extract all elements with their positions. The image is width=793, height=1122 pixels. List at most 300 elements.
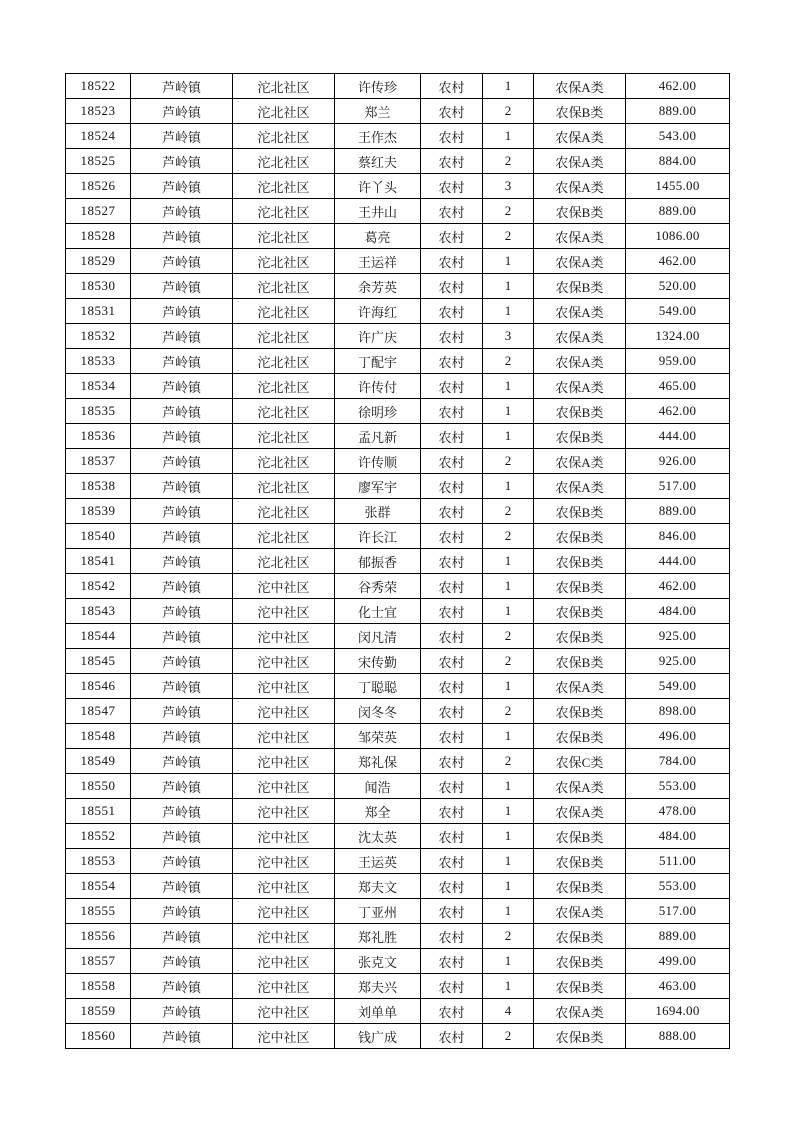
town-cell: 芦岭镇 <box>131 774 233 799</box>
community-cell: 沱中社区 <box>233 624 335 649</box>
person-name-cell: 丁亚州 <box>335 899 421 924</box>
person-count-cell: 2 <box>483 924 534 949</box>
insurance-category-cell: 农保B类 <box>534 874 626 899</box>
amount-cell: 846.00 <box>626 524 730 549</box>
insurance-category-cell: 农保A类 <box>534 349 626 374</box>
residence-type-cell: 农村 <box>421 324 483 349</box>
insurance-category-cell: 农保A类 <box>534 124 626 149</box>
table-row <box>66 674 730 699</box>
insurance-category-cell: 农保B类 <box>534 849 626 874</box>
serial-number-cell: 18553 <box>66 849 131 874</box>
person-name-cell: 蔡红夫 <box>335 149 421 174</box>
person-count-cell: 1 <box>483 899 534 924</box>
insurance-category-cell: 农保A类 <box>534 999 626 1024</box>
residence-type-cell: 农村 <box>421 774 483 799</box>
residence-type-cell: 农村 <box>421 174 483 199</box>
amount-cell: 478.00 <box>626 799 730 824</box>
serial-number-cell: 18530 <box>66 274 131 299</box>
town-cell: 芦岭镇 <box>131 74 233 99</box>
serial-number-cell: 18558 <box>66 974 131 999</box>
person-count-cell: 1 <box>483 849 534 874</box>
community-cell: 沱中社区 <box>233 899 335 924</box>
table-row <box>66 574 730 599</box>
table-row <box>66 899 730 924</box>
person-name-cell: 张群 <box>335 499 421 524</box>
table-row <box>66 424 730 449</box>
residence-type-cell: 农村 <box>421 849 483 874</box>
amount-cell: 889.00 <box>626 199 730 224</box>
town-cell: 芦岭镇 <box>131 749 233 774</box>
community-cell: 沱北社区 <box>233 274 335 299</box>
person-count-cell: 1 <box>483 674 534 699</box>
amount-cell: 520.00 <box>626 274 730 299</box>
person-count-cell: 2 <box>483 1024 534 1049</box>
residence-type-cell: 农村 <box>421 399 483 424</box>
residence-type-cell: 农村 <box>421 824 483 849</box>
table-row <box>66 224 730 249</box>
community-cell: 沱北社区 <box>233 449 335 474</box>
person-name-cell: 许广庆 <box>335 324 421 349</box>
insurance-category-cell: 农保B类 <box>534 974 626 999</box>
community-cell: 沱中社区 <box>233 699 335 724</box>
table-row <box>66 824 730 849</box>
person-name-cell: 丁聪聪 <box>335 674 421 699</box>
serial-number-cell: 18539 <box>66 499 131 524</box>
person-name-cell: 刘单单 <box>335 999 421 1024</box>
serial-number-cell: 18542 <box>66 574 131 599</box>
town-cell: 芦岭镇 <box>131 874 233 899</box>
person-name-cell: 王运英 <box>335 849 421 874</box>
table-row <box>66 699 730 724</box>
serial-number-cell: 18537 <box>66 449 131 474</box>
person-count-cell: 2 <box>483 199 534 224</box>
insurance-category-cell: 农保A类 <box>534 324 626 349</box>
residence-type-cell: 农村 <box>421 624 483 649</box>
community-cell: 沱中社区 <box>233 1024 335 1049</box>
amount-cell: 889.00 <box>626 499 730 524</box>
serial-number-cell: 18544 <box>66 624 131 649</box>
person-name-cell: 许海红 <box>335 299 421 324</box>
person-count-cell: 1 <box>483 74 534 99</box>
town-cell: 芦岭镇 <box>131 449 233 474</box>
town-cell: 芦岭镇 <box>131 199 233 224</box>
person-name-cell: 徐明珍 <box>335 399 421 424</box>
residence-type-cell: 农村 <box>421 199 483 224</box>
table-row <box>66 449 730 474</box>
person-name-cell: 郑兰 <box>335 99 421 124</box>
community-cell: 沱中社区 <box>233 999 335 1024</box>
community-cell: 沱中社区 <box>233 949 335 974</box>
insurance-category-cell: 农保B类 <box>534 724 626 749</box>
serial-number-cell: 18523 <box>66 99 131 124</box>
town-cell: 芦岭镇 <box>131 699 233 724</box>
community-cell: 沱北社区 <box>233 549 335 574</box>
residence-type-cell: 农村 <box>421 974 483 999</box>
community-cell: 沱中社区 <box>233 574 335 599</box>
insurance-category-cell: 农保A类 <box>534 299 626 324</box>
community-cell: 沱北社区 <box>233 174 335 199</box>
amount-cell: 888.00 <box>626 1024 730 1049</box>
residence-type-cell: 农村 <box>421 599 483 624</box>
serial-number-cell: 18552 <box>66 824 131 849</box>
person-count-cell: 2 <box>483 649 534 674</box>
serial-number-cell: 18549 <box>66 749 131 774</box>
person-count-cell: 1 <box>483 424 534 449</box>
person-count-cell: 2 <box>483 99 534 124</box>
table-row <box>66 949 730 974</box>
residence-type-cell: 农村 <box>421 149 483 174</box>
person-name-cell: 王作杰 <box>335 124 421 149</box>
table-row <box>66 324 730 349</box>
insurance-category-cell: 农保B类 <box>534 924 626 949</box>
person-count-cell: 1 <box>483 249 534 274</box>
person-name-cell: 许传顺 <box>335 449 421 474</box>
amount-cell: 517.00 <box>626 899 730 924</box>
town-cell: 芦岭镇 <box>131 524 233 549</box>
person-count-cell: 1 <box>483 399 534 424</box>
residence-type-cell: 农村 <box>421 749 483 774</box>
amount-cell: 1324.00 <box>626 324 730 349</box>
insurance-category-cell: 农保A类 <box>534 474 626 499</box>
insurance-category-cell: 农保A类 <box>534 374 626 399</box>
insurance-category-cell: 农保B类 <box>534 624 626 649</box>
residence-type-cell: 农村 <box>421 424 483 449</box>
amount-cell: 889.00 <box>626 99 730 124</box>
person-count-cell: 1 <box>483 374 534 399</box>
table-row <box>66 274 730 299</box>
insurance-category-cell: 农保B类 <box>534 824 626 849</box>
community-cell: 沱中社区 <box>233 924 335 949</box>
community-cell: 沱北社区 <box>233 74 335 99</box>
town-cell: 芦岭镇 <box>131 374 233 399</box>
person-name-cell: 许长江 <box>335 524 421 549</box>
amount-cell: 444.00 <box>626 549 730 574</box>
person-name-cell: 邹荣英 <box>335 724 421 749</box>
amount-cell: 444.00 <box>626 424 730 449</box>
residence-type-cell: 农村 <box>421 549 483 574</box>
person-name-cell: 沈太英 <box>335 824 421 849</box>
person-count-cell: 3 <box>483 324 534 349</box>
community-cell: 沱中社区 <box>233 674 335 699</box>
table-row <box>66 74 730 99</box>
person-name-cell: 丁配宇 <box>335 349 421 374</box>
amount-cell: 465.00 <box>626 374 730 399</box>
serial-number-cell: 18533 <box>66 349 131 374</box>
community-cell: 沱北社区 <box>233 149 335 174</box>
residence-type-cell: 农村 <box>421 949 483 974</box>
community-cell: 沱中社区 <box>233 599 335 624</box>
residence-type-cell: 农村 <box>421 449 483 474</box>
town-cell: 芦岭镇 <box>131 124 233 149</box>
residence-type-cell: 农村 <box>421 74 483 99</box>
amount-cell: 462.00 <box>626 574 730 599</box>
table-row <box>66 599 730 624</box>
table-row <box>66 124 730 149</box>
table-row <box>66 399 730 424</box>
residence-type-cell: 农村 <box>421 274 483 299</box>
town-cell: 芦岭镇 <box>131 924 233 949</box>
serial-number-cell: 18525 <box>66 149 131 174</box>
insurance-category-cell: 农保A类 <box>534 774 626 799</box>
community-cell: 沱中社区 <box>233 974 335 999</box>
person-name-cell: 闻浩 <box>335 774 421 799</box>
community-cell: 沱北社区 <box>233 124 335 149</box>
residence-type-cell: 农村 <box>421 524 483 549</box>
residence-type-cell: 农村 <box>421 999 483 1024</box>
amount-cell: 462.00 <box>626 399 730 424</box>
community-cell: 沱中社区 <box>233 824 335 849</box>
serial-number-cell: 18543 <box>66 599 131 624</box>
person-name-cell: 化士宜 <box>335 599 421 624</box>
residence-type-cell: 农村 <box>421 374 483 399</box>
person-name-cell: 许丫头 <box>335 174 421 199</box>
person-name-cell: 钱广成 <box>335 1024 421 1049</box>
serial-number-cell: 18541 <box>66 549 131 574</box>
table-row <box>66 624 730 649</box>
town-cell: 芦岭镇 <box>131 149 233 174</box>
town-cell: 芦岭镇 <box>131 799 233 824</box>
serial-number-cell: 18522 <box>66 74 131 99</box>
residence-type-cell: 农村 <box>421 674 483 699</box>
community-cell: 沱中社区 <box>233 799 335 824</box>
insurance-category-cell: 农保B类 <box>534 524 626 549</box>
person-name-cell: 王运祥 <box>335 249 421 274</box>
community-cell: 沱中社区 <box>233 749 335 774</box>
town-cell: 芦岭镇 <box>131 174 233 199</box>
town-cell: 芦岭镇 <box>131 599 233 624</box>
person-count-cell: 1 <box>483 299 534 324</box>
person-count-cell: 1 <box>483 874 534 899</box>
person-count-cell: 3 <box>483 174 534 199</box>
serial-number-cell: 18551 <box>66 799 131 824</box>
residence-type-cell: 农村 <box>421 799 483 824</box>
amount-cell: 462.00 <box>626 74 730 99</box>
insurance-category-cell: 农保B类 <box>534 599 626 624</box>
community-cell: 沱北社区 <box>233 99 335 124</box>
residence-type-cell: 农村 <box>421 249 483 274</box>
amount-cell: 484.00 <box>626 824 730 849</box>
amount-cell: 549.00 <box>626 674 730 699</box>
town-cell: 芦岭镇 <box>131 324 233 349</box>
serial-number-cell: 18560 <box>66 1024 131 1049</box>
table-row <box>66 749 730 774</box>
insurance-category-cell: 农保B类 <box>534 274 626 299</box>
town-cell: 芦岭镇 <box>131 224 233 249</box>
amount-cell: 925.00 <box>626 624 730 649</box>
residence-type-cell: 农村 <box>421 124 483 149</box>
community-cell: 沱北社区 <box>233 199 335 224</box>
person-name-cell: 余芳英 <box>335 274 421 299</box>
amount-cell: 543.00 <box>626 124 730 149</box>
person-name-cell: 郑全 <box>335 799 421 824</box>
town-cell: 芦岭镇 <box>131 724 233 749</box>
person-count-cell: 1 <box>483 574 534 599</box>
table-row <box>66 199 730 224</box>
serial-number-cell: 18535 <box>66 399 131 424</box>
person-name-cell: 宋传勤 <box>335 649 421 674</box>
town-cell: 芦岭镇 <box>131 349 233 374</box>
table-row <box>66 349 730 374</box>
table-row <box>66 174 730 199</box>
insurance-category-cell: 农保A类 <box>534 899 626 924</box>
serial-number-cell: 18540 <box>66 524 131 549</box>
table-row <box>66 799 730 824</box>
town-cell: 芦岭镇 <box>131 424 233 449</box>
community-cell: 沱北社区 <box>233 349 335 374</box>
amount-cell: 499.00 <box>626 949 730 974</box>
person-count-cell: 1 <box>483 274 534 299</box>
residence-type-cell: 农村 <box>421 649 483 674</box>
person-count-cell: 2 <box>483 499 534 524</box>
town-cell: 芦岭镇 <box>131 999 233 1024</box>
subsidy-table <box>65 73 730 1049</box>
town-cell: 芦岭镇 <box>131 99 233 124</box>
amount-cell: 549.00 <box>626 299 730 324</box>
person-name-cell: 郑礼保 <box>335 749 421 774</box>
person-count-cell: 1 <box>483 774 534 799</box>
amount-cell: 784.00 <box>626 749 730 774</box>
person-count-cell: 2 <box>483 624 534 649</box>
person-name-cell: 郑夫文 <box>335 874 421 899</box>
community-cell: 沱中社区 <box>233 649 335 674</box>
table-row <box>66 549 730 574</box>
amount-cell: 462.00 <box>626 249 730 274</box>
amount-cell: 1694.00 <box>626 999 730 1024</box>
town-cell: 芦岭镇 <box>131 899 233 924</box>
table-row <box>66 974 730 999</box>
person-count-cell: 2 <box>483 524 534 549</box>
residence-type-cell: 农村 <box>421 924 483 949</box>
person-count-cell: 1 <box>483 799 534 824</box>
amount-cell: 898.00 <box>626 699 730 724</box>
insurance-category-cell: 农保A类 <box>534 149 626 174</box>
town-cell: 芦岭镇 <box>131 974 233 999</box>
person-name-cell: 郑礼胜 <box>335 924 421 949</box>
serial-number-cell: 18524 <box>66 124 131 149</box>
town-cell: 芦岭镇 <box>131 499 233 524</box>
amount-cell: 959.00 <box>626 349 730 374</box>
serial-number-cell: 18555 <box>66 899 131 924</box>
town-cell: 芦岭镇 <box>131 574 233 599</box>
residence-type-cell: 农村 <box>421 724 483 749</box>
insurance-category-cell: 农保B类 <box>534 499 626 524</box>
person-count-cell: 2 <box>483 149 534 174</box>
insurance-category-cell: 农保A类 <box>534 249 626 274</box>
community-cell: 沱北社区 <box>233 399 335 424</box>
amount-cell: 496.00 <box>626 724 730 749</box>
insurance-category-cell: 农保B类 <box>534 1024 626 1049</box>
table-row <box>66 724 730 749</box>
person-name-cell: 葛亮 <box>335 224 421 249</box>
insurance-category-cell: 农保B类 <box>534 399 626 424</box>
person-name-cell: 郁振香 <box>335 549 421 574</box>
table-row <box>66 99 730 124</box>
table-row <box>66 849 730 874</box>
serial-number-cell: 18528 <box>66 224 131 249</box>
town-cell: 芦岭镇 <box>131 824 233 849</box>
amount-cell: 553.00 <box>626 874 730 899</box>
community-cell: 沱中社区 <box>233 724 335 749</box>
residence-type-cell: 农村 <box>421 299 483 324</box>
person-count-cell: 1 <box>483 599 534 624</box>
table-row <box>66 524 730 549</box>
residence-type-cell: 农村 <box>421 349 483 374</box>
residence-type-cell: 农村 <box>421 874 483 899</box>
community-cell: 沱北社区 <box>233 249 335 274</box>
person-count-cell: 2 <box>483 699 534 724</box>
residence-type-cell: 农村 <box>421 1024 483 1049</box>
serial-number-cell: 18538 <box>66 474 131 499</box>
community-cell: 沱中社区 <box>233 849 335 874</box>
insurance-category-cell: 农保A类 <box>534 449 626 474</box>
insurance-category-cell: 农保B类 <box>534 699 626 724</box>
person-name-cell: 张克文 <box>335 949 421 974</box>
town-cell: 芦岭镇 <box>131 949 233 974</box>
insurance-category-cell: 农保A类 <box>534 174 626 199</box>
town-cell: 芦岭镇 <box>131 849 233 874</box>
community-cell: 沱北社区 <box>233 299 335 324</box>
amount-cell: 1455.00 <box>626 174 730 199</box>
serial-number-cell: 18548 <box>66 724 131 749</box>
table-row <box>66 649 730 674</box>
person-name-cell: 郑夫兴 <box>335 974 421 999</box>
insurance-category-cell: 农保B类 <box>534 424 626 449</box>
serial-number-cell: 18545 <box>66 649 131 674</box>
serial-number-cell: 18554 <box>66 874 131 899</box>
town-cell: 芦岭镇 <box>131 1024 233 1049</box>
amount-cell: 517.00 <box>626 474 730 499</box>
insurance-category-cell: 农保B类 <box>534 99 626 124</box>
insurance-category-cell: 农保B类 <box>534 649 626 674</box>
person-name-cell: 闵冬冬 <box>335 699 421 724</box>
table-row <box>66 299 730 324</box>
table-row <box>66 499 730 524</box>
community-cell: 沱北社区 <box>233 424 335 449</box>
table-row <box>66 874 730 899</box>
town-cell: 芦岭镇 <box>131 674 233 699</box>
amount-cell: 553.00 <box>626 774 730 799</box>
serial-number-cell: 18546 <box>66 674 131 699</box>
community-cell: 沱北社区 <box>233 499 335 524</box>
community-cell: 沱北社区 <box>233 524 335 549</box>
person-count-cell: 2 <box>483 749 534 774</box>
person-count-cell: 1 <box>483 124 534 149</box>
table-row <box>66 774 730 799</box>
serial-number-cell: 18550 <box>66 774 131 799</box>
amount-cell: 463.00 <box>626 974 730 999</box>
amount-cell: 889.00 <box>626 924 730 949</box>
town-cell: 芦岭镇 <box>131 624 233 649</box>
person-count-cell: 1 <box>483 549 534 574</box>
person-name-cell: 闵凡清 <box>335 624 421 649</box>
amount-cell: 884.00 <box>626 149 730 174</box>
insurance-category-cell: 农保B类 <box>534 949 626 974</box>
insurance-category-cell: 农保B类 <box>534 574 626 599</box>
town-cell: 芦岭镇 <box>131 649 233 674</box>
serial-number-cell: 18534 <box>66 374 131 399</box>
person-name-cell: 廖军宇 <box>335 474 421 499</box>
person-count-cell: 1 <box>483 474 534 499</box>
residence-type-cell: 农村 <box>421 224 483 249</box>
insurance-category-cell: 农保A类 <box>534 224 626 249</box>
table-body <box>66 74 730 1049</box>
person-count-cell: 1 <box>483 724 534 749</box>
community-cell: 沱中社区 <box>233 874 335 899</box>
town-cell: 芦岭镇 <box>131 549 233 574</box>
table-row <box>66 474 730 499</box>
serial-number-cell: 18536 <box>66 424 131 449</box>
town-cell: 芦岭镇 <box>131 274 233 299</box>
